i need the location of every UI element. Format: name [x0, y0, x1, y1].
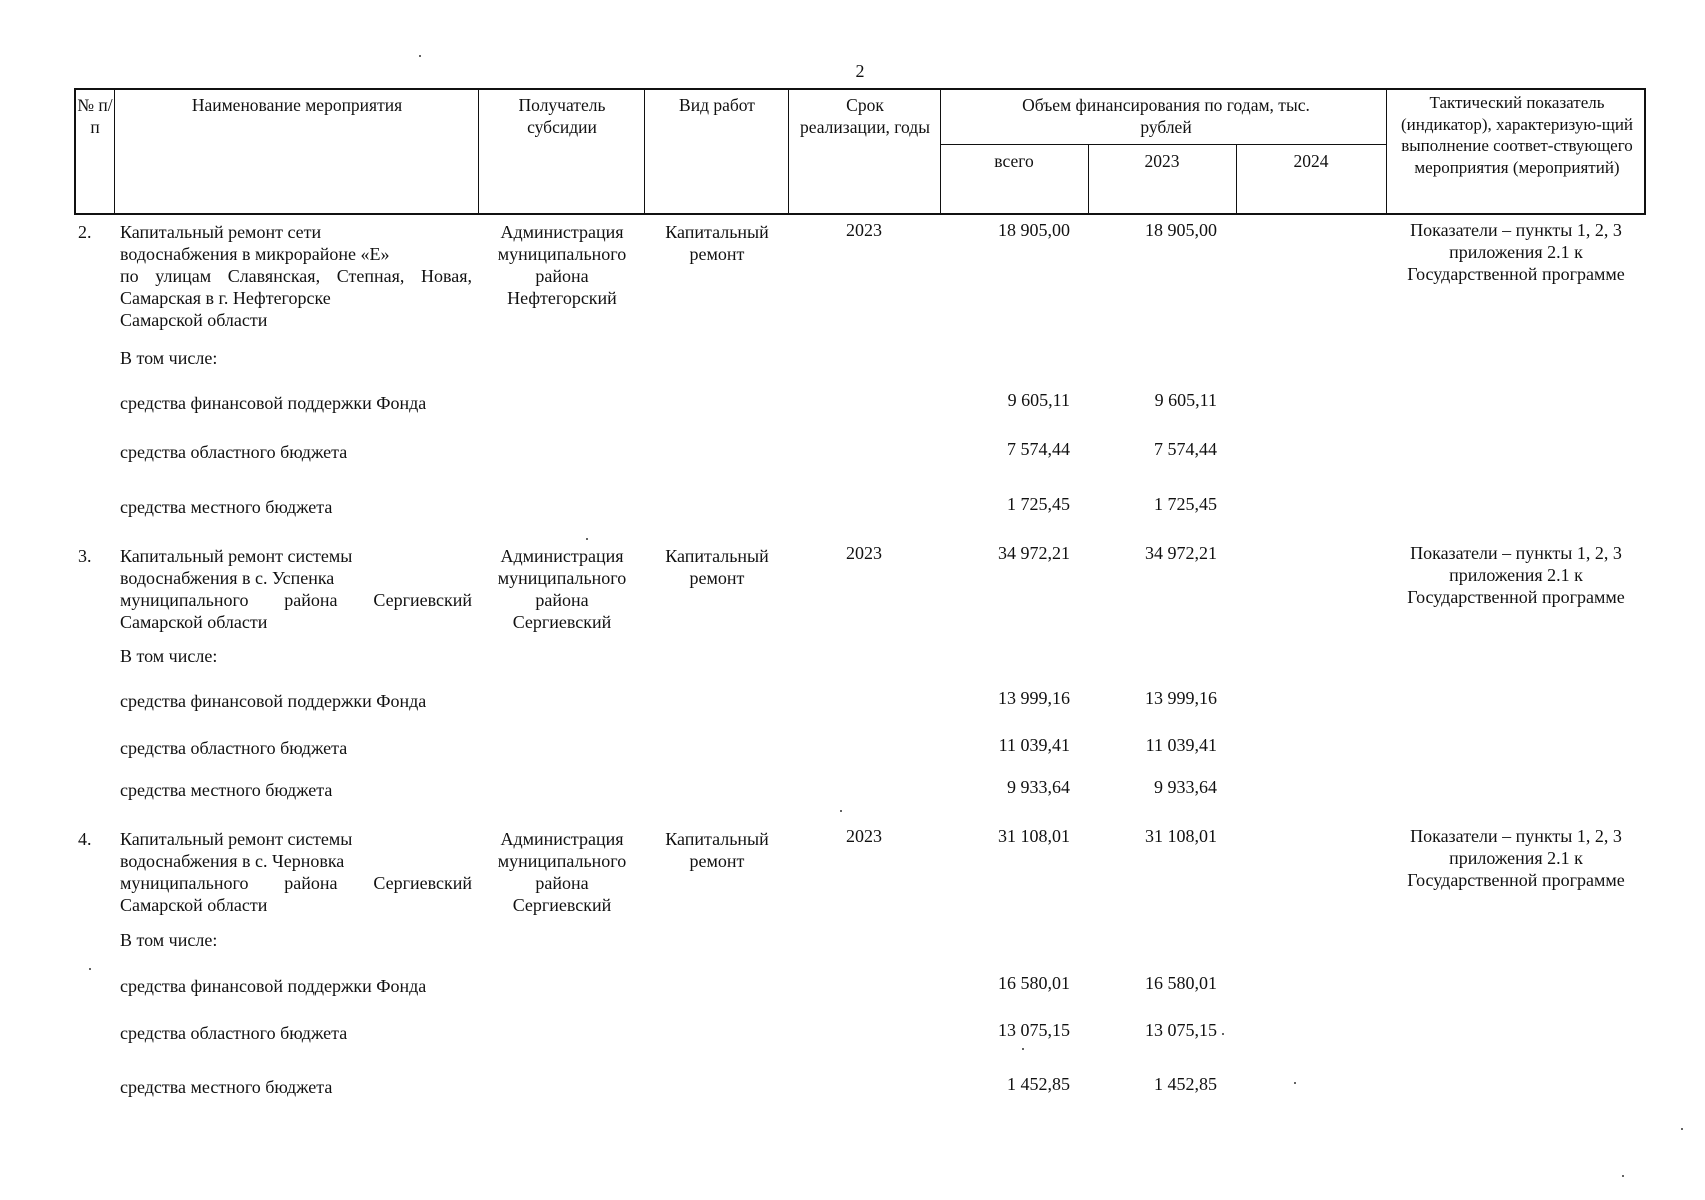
- indicator: Показатели – пункты 1, 2, 3 приложения 2.1 к Государственной программе: [1407, 220, 1625, 284]
- work-type: Капитальный ремонт: [665, 546, 769, 588]
- measure-name: [120, 221, 472, 331]
- page-number: 2: [855, 61, 865, 81]
- measure-name-line: водоснабжения в с. Успенка: [120, 568, 335, 588]
- measure-name-line: муниципального района Сергиевский: [120, 873, 472, 893]
- scan-speck: [586, 538, 588, 540]
- scan-speck: [89, 968, 91, 970]
- header-col-indicator: Тактический показатель (индикатор), характеризую-щий выполнение соответ-ствующего мероприятия (мероприятий): [1400, 93, 1634, 177]
- header-col-2024: 2024: [1293, 151, 1329, 171]
- measure-name: [120, 828, 472, 916]
- measure-name-line: Самарской области: [120, 895, 268, 915]
- including-label: В том числе:: [120, 646, 218, 666]
- row-number: 2.: [78, 222, 92, 242]
- work-type: Капитальный ремонт: [665, 829, 769, 871]
- header-divider: [1386, 90, 1387, 213]
- source-total: 9 605,11: [1007, 390, 1070, 410]
- source-total: 1 725,45: [1007, 494, 1070, 514]
- header-col-period: Срок реализации, годы: [800, 95, 930, 137]
- source-label: средства местного бюджета: [120, 1077, 333, 1097]
- source-total: 7 574,44: [1007, 439, 1070, 459]
- header-col-total: всего: [994, 151, 1034, 171]
- source-2023: 16 580,01: [1145, 973, 1217, 993]
- funding-2023: 34 972,21: [1145, 543, 1217, 563]
- table-header: [74, 88, 1646, 215]
- header-divider: [478, 90, 479, 213]
- source-label: средства местного бюджета: [120, 497, 333, 517]
- source-label: средства финансовой поддержки Фонда: [120, 976, 427, 996]
- source-label: средства местного бюджета: [120, 780, 333, 800]
- measure-name-line: Капитальный ремонт системы: [120, 829, 353, 849]
- scan-speck: [1681, 1128, 1683, 1130]
- measure-name-line: муниципального района Сергиевский: [120, 590, 472, 610]
- source-total: 9 933,64: [1007, 777, 1070, 797]
- indicator: Показатели – пункты 1, 2, 3 приложения 2.1 к Государственной программе: [1407, 826, 1625, 890]
- measure-name-line: Капитальный ремонт системы: [120, 546, 353, 566]
- scan-speck: [1622, 1175, 1624, 1177]
- source-total: 1 452,85: [1007, 1074, 1070, 1094]
- scan-speck: [1294, 1082, 1296, 1084]
- row-number: 3.: [78, 546, 92, 566]
- measure-name-line: Капитальный ремонт сети: [120, 222, 322, 242]
- including-label: В том числе:: [120, 930, 218, 950]
- row-number: 4.: [78, 829, 92, 849]
- source-2023: 7 574,44: [1154, 439, 1217, 459]
- source-total: 13 999,16: [998, 688, 1070, 708]
- source-2023: 11 039,41: [1145, 735, 1217, 755]
- funding-total: 34 972,21: [998, 543, 1070, 563]
- funding-total: 18 905,00: [998, 220, 1070, 240]
- source-total: 11 039,41: [998, 735, 1070, 755]
- header-col-work: Вид работ: [679, 95, 755, 115]
- header-divider: [788, 90, 789, 213]
- scan-speck: [419, 55, 421, 57]
- funding-2023: 31 108,01: [1145, 826, 1217, 846]
- source-label: средства областного бюджета: [120, 1023, 348, 1043]
- source-label: средства финансовой поддержки Фонда: [120, 691, 427, 711]
- period: 2023: [846, 220, 882, 240]
- measure-name-line: Самарская в г. Нефтегорске: [120, 288, 331, 308]
- measure-name-line: водоснабжения в с. Черновка: [120, 851, 345, 871]
- source-label: средства областного бюджета: [120, 442, 348, 462]
- period: 2023: [846, 543, 882, 563]
- indicator: Показатели – пункты 1, 2, 3 приложения 2.1 к Государственной программе: [1407, 543, 1625, 607]
- measure-name-line: Самарской области: [120, 612, 268, 632]
- recipient: Администрация муниципального района Сергиевский: [497, 829, 627, 915]
- source-2023: 9 605,11: [1154, 390, 1217, 410]
- measure-name: [120, 545, 472, 633]
- measure-name-line: по улицам Славянская, Степная, Новая,: [120, 266, 472, 286]
- measure-name-line: Самарской области: [120, 310, 268, 330]
- including-label: В том числе:: [120, 348, 218, 368]
- source-2023: 13 075,15: [1145, 1020, 1217, 1040]
- scan-speck: [840, 810, 842, 812]
- header-col-recipient: Получатель субсидии: [518, 95, 606, 137]
- recipient: Администрация муниципального района Сергиевский: [497, 546, 627, 632]
- work-type: Капитальный ремонт: [665, 222, 769, 264]
- recipient: Администрация муниципального района Нефтегорский: [497, 222, 627, 308]
- source-2023: 1 452,85: [1154, 1074, 1217, 1094]
- funding-2023: 18 905,00: [1145, 220, 1217, 240]
- header-col-2023: 2023: [1144, 151, 1180, 171]
- measure-name-line: водоснабжения в микрорайоне «Е»: [120, 244, 390, 264]
- source-total: 16 580,01: [998, 973, 1070, 993]
- period: 2023: [846, 826, 882, 846]
- header-subdivider: [940, 144, 1386, 145]
- source-total: 13 075,15: [998, 1020, 1070, 1040]
- header-col-funding: Объем финансирования по годам, тыс. рублей: [1022, 95, 1310, 137]
- source-label: средства областного бюджета: [120, 738, 348, 758]
- scan-speck: [1022, 1048, 1024, 1050]
- source-2023: 13 999,16: [1145, 688, 1217, 708]
- header-col-no: № п/п: [77, 95, 113, 137]
- header-divider: [644, 90, 645, 213]
- source-2023: 1 725,45: [1154, 494, 1217, 514]
- source-2023: 9 933,64: [1154, 777, 1217, 797]
- header-col-name: Наименование мероприятия: [191, 95, 403, 115]
- header-divider: [114, 90, 115, 213]
- funding-total: 31 108,01: [998, 826, 1070, 846]
- source-label: средства финансовой поддержки Фонда: [120, 393, 427, 413]
- scan-speck: [1222, 1033, 1224, 1035]
